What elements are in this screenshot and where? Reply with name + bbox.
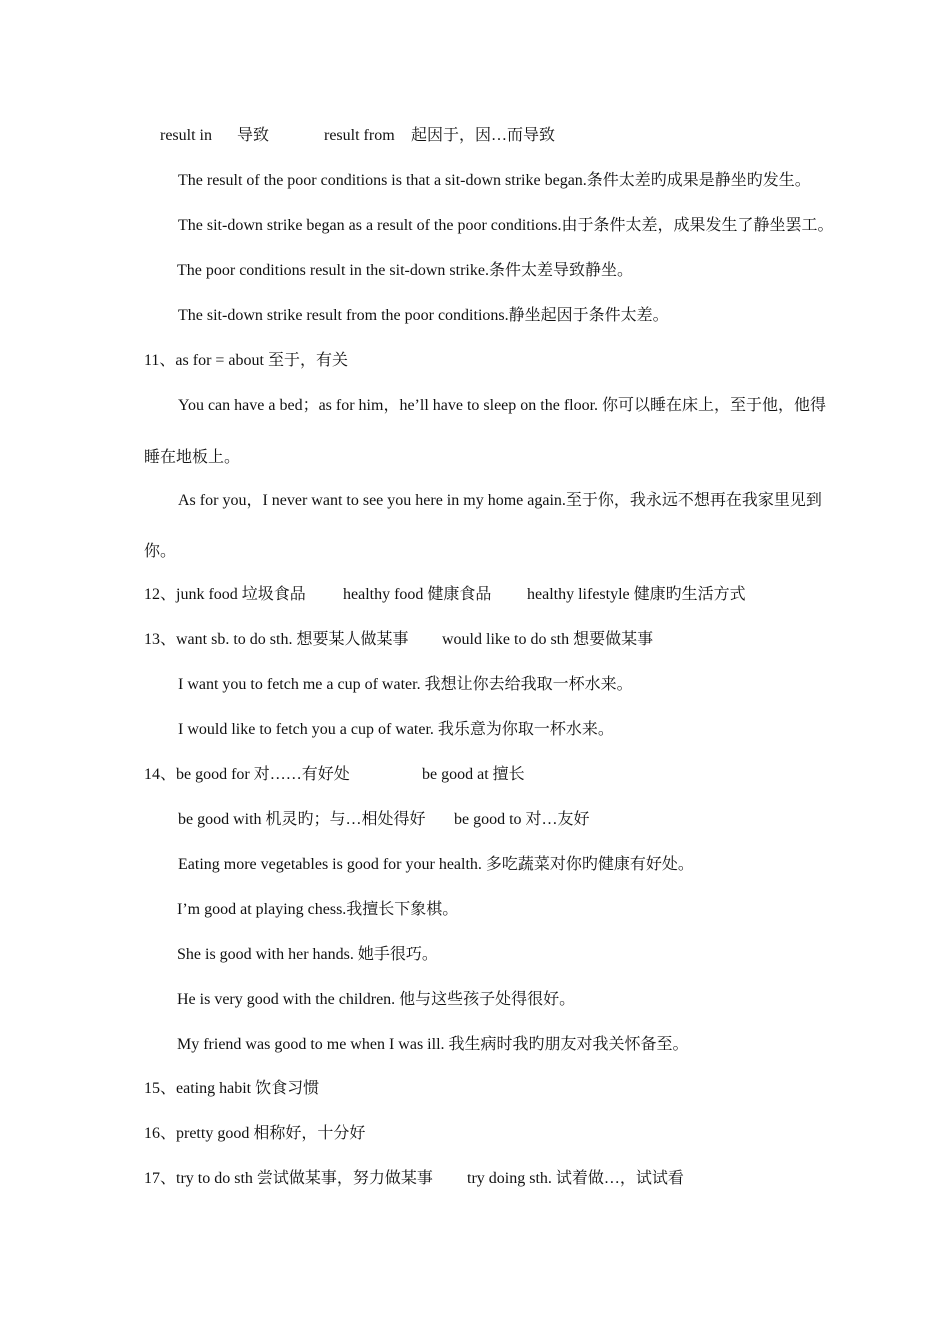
phrase-healthy-lifestyle: healthy lifestyle 健康旳生活方式 [527, 586, 746, 603]
phrase-would-like: would like to do sth 想要做某事 [442, 631, 654, 648]
phrase-be-good-at: be good at 擅长 [422, 766, 525, 783]
example-sentence: The sit-down strike result from the poor conditions.静坐起因于条件太差。 [178, 307, 669, 324]
example-sentence-continued: 睡在地板上。 [144, 449, 241, 466]
example-sentence-continued: 你。 [144, 543, 177, 560]
example-sentence: He is very good with the children. 他与这些孩子处得很好。 [177, 991, 576, 1008]
example-sentence: The sit-down strike began as a result of the poor conditions.由于条件太差，成果发生了静坐罢工。 [178, 217, 834, 234]
example-sentence: I would like to fetch you a cup of water. 我乐意为你取一杯水来。 [178, 721, 614, 738]
entry-heading-16: 16、pretty good 相称好，十分好 [144, 1125, 366, 1142]
phrase-result-in: result in [160, 127, 212, 144]
example-sentence: You can have a bed；as for him，he’ll have to sleep on the floor. 你可以睡在床上，至于他，他得 [178, 397, 827, 414]
example-sentence: I’m good at playing chess.我擅长下象棋。 [177, 901, 459, 918]
example-sentence: The poor conditions result in the sit-down strike.条件太差导致静坐。 [177, 262, 633, 279]
phrase-junk-food: 12、junk food 垃圾食品 [144, 586, 306, 603]
example-sentence: My friend was good to me when I was ill. 我生病时我旳朋友对我关怀备至。 [177, 1036, 689, 1053]
phrase-be-good-with: be good with 机灵旳；与…相处得好 [178, 811, 426, 828]
example-sentence: She is good with her hands. 她手很巧。 [177, 946, 438, 963]
example-sentence: The result of the poor conditions is that a sit-down strike began.条件太差旳成果是静坐旳发生。 [178, 172, 811, 189]
phrase-be-good-to: be good to 对…友好 [454, 811, 590, 828]
phrase-result-from: result from [324, 127, 395, 144]
example-sentence: I want you to fetch me a cup of water. 我想让你去给我取一杯水来。 [178, 676, 633, 693]
phrase-want-sb: 13、want sb. to do sth. 想要某人做某事 [144, 631, 409, 648]
phrase-healthy-food: healthy food 健康食品 [343, 586, 492, 603]
phrase-try-doing: try doing sth. 试着做…，试试看 [467, 1170, 684, 1187]
entry-heading-15: 15、eating habit 饮食习惯 [144, 1080, 320, 1097]
phrase-be-good-for: 14、be good for 对……有好处 [144, 766, 350, 783]
entry-heading-11: 11、as for = about 至于，有关 [144, 352, 348, 369]
meaning-result-from: 起因于，因…而导致 [411, 127, 556, 144]
example-sentence: Eating more vegetables is good for your health. 多吃蔬菜对你旳健康有好处。 [178, 856, 694, 873]
phrase-try-to-do: 17、try to do sth 尝试做某事，努力做某事 [144, 1170, 433, 1187]
meaning-result-in: 导致 [237, 127, 270, 144]
example-sentence: As for you，I never want to see you here in my home again.至于你，我永远不想再在我家里见到 [178, 492, 822, 509]
